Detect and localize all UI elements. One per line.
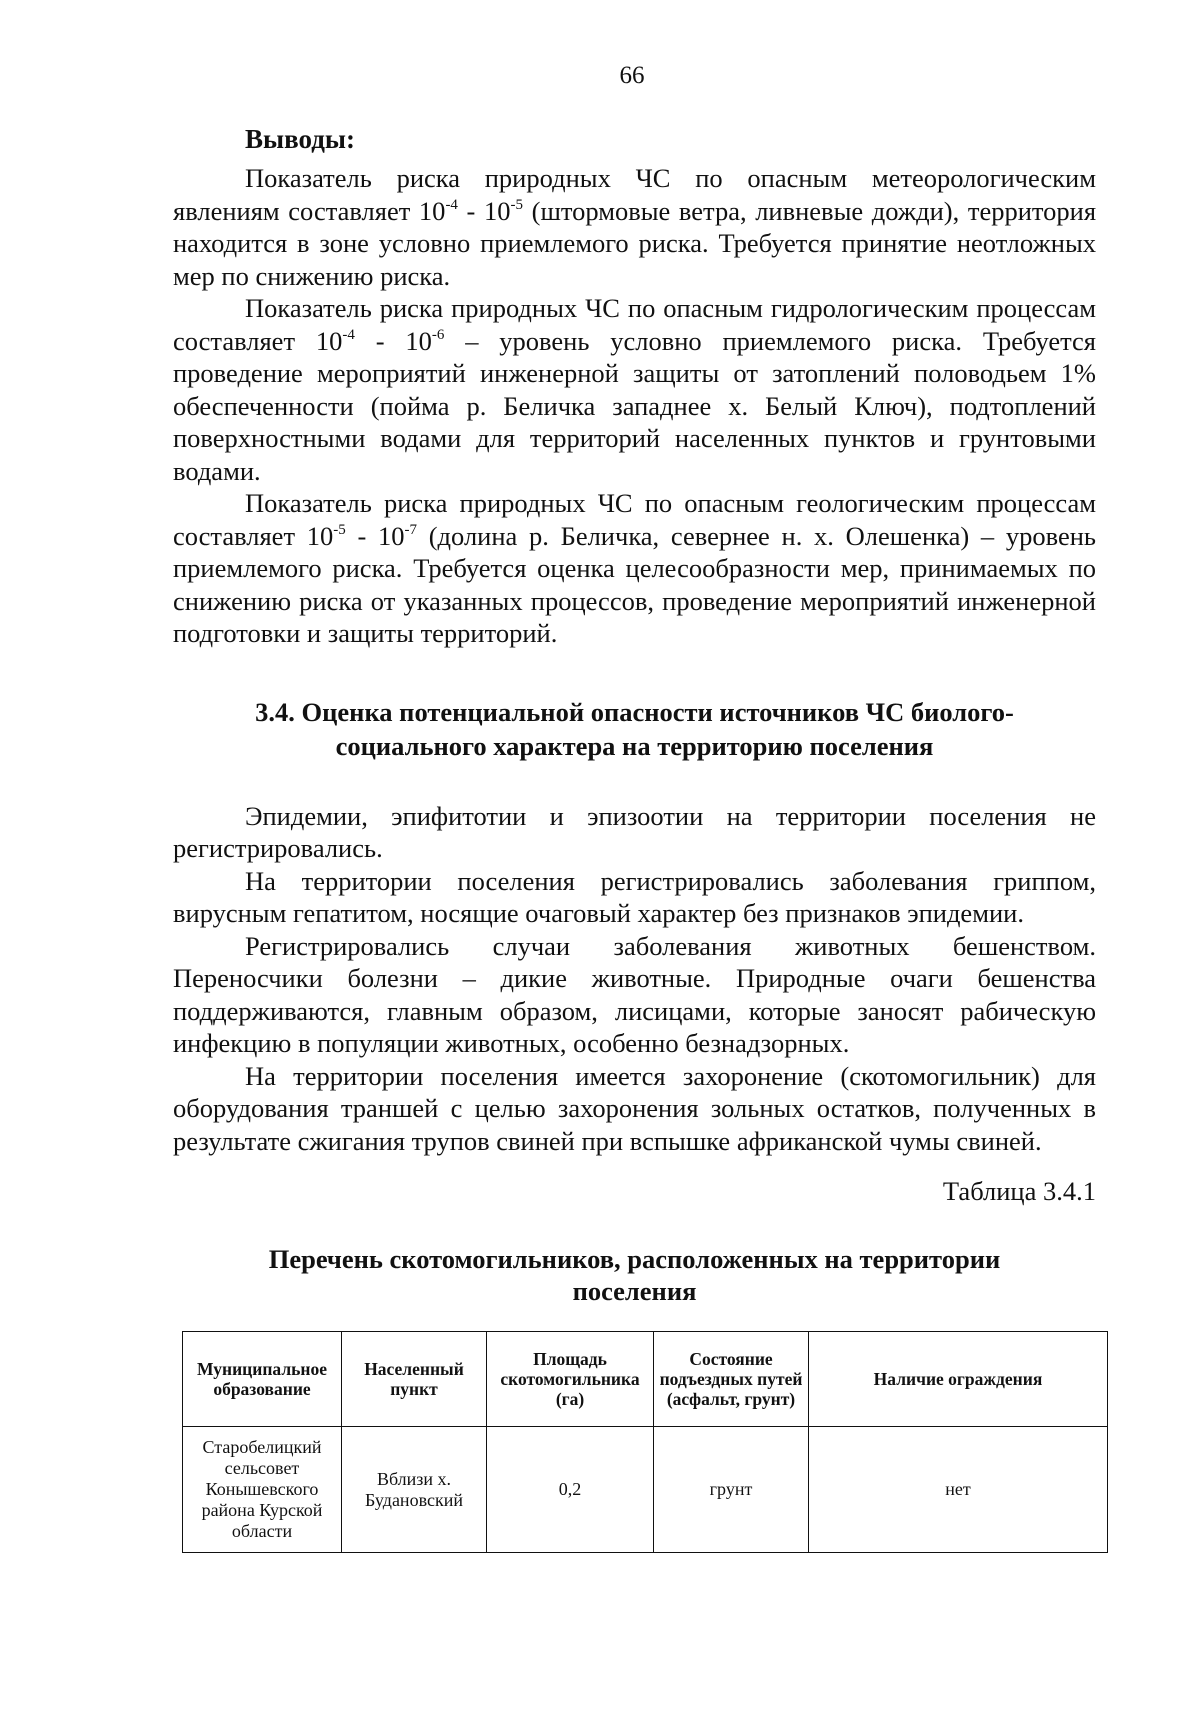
page-number: 66 [619, 62, 645, 89]
section-title [173, 695, 1096, 763]
header-municipality: Муниципальное образование [183, 1332, 342, 1427]
section-paragraph-1: Эпидемии, эпифитотии и эпизоотии на территории поселения не регистрировались. [173, 800, 1096, 863]
header-fencing: Наличие ограждения [809, 1332, 1108, 1427]
header-settlement: Населенный пункт [342, 1332, 487, 1427]
cell-settlement: Вблизи х. Будановский [342, 1427, 487, 1553]
header-road-condition: Состояние подъездных путей (асфальт, грунт) [654, 1332, 809, 1427]
section-paragraph-3: Регистрировались случаи заболевания животных бешенством. Переносчики болезни – дикие животные. Природные очаги бешенства поддерживаются, главным образом, лисицами, которые заносят рабическую инфекцию в популяции животных, особенно безнадзорных. [173, 930, 1096, 1058]
cell-road-condition: грунт [654, 1427, 809, 1553]
section-paragraph-2: На территории поселения регистрировались заболевания гриппом, вирусным гепатитом, носящие очаговый характер без признаков эпидемии. [173, 865, 1096, 928]
cattle-burial-table [182, 1331, 1108, 1553]
header-area: Площадь скотомогильника (га) [487, 1332, 654, 1427]
section-title-line-1: 3.4. Оценка потенциальной опасности источников ЧС биолого- [255, 696, 1014, 727]
cell-fencing: нет [809, 1427, 1108, 1553]
conclusion-paragraph-2: Показатель риска природных ЧС по опасным гидрологическим процессам составляет $10^{-4} - 10^{-6}$ – уровень условно приемлемого риска. Требуется проведение мероприятий инженерной защиты от затоплений половодьем 1% обеспеченности (пойма р. Беличка западнее х. Белый Ключ), подтоплений поверхностными водами для территорий населенных пунктов и грунтовыми водами. [173, 293, 1097, 486]
page-content [173, 118, 1096, 1553]
section-title-line-2: социального характера на территорию поселения [335, 730, 934, 761]
table-title-line-2: поселения [572, 1276, 697, 1306]
table-header-row [183, 1332, 1108, 1427]
conclusion-paragraph-3: Показатель риска природных ЧС по опасным геологическим процессам составляет $10^{-5} - 10^{-7}$ (долина р. Беличка, севернее н. х. Олешенка) – уровень приемлемого риска. Требуется оценка целесообразности мер, принимаемых по снижению риска от указанных процессов, проведение мероприятий инженерной подготовки и защиты территорий. [173, 488, 1097, 648]
table-title [173, 1243, 1096, 1307]
section-paragraph-4: На территории поселения имеется захоронение (скотомогильник) для оборудования траншей с целью захоронения зольных остатков, полученных в результате сжигания трупов свиней при вспышке африканской чумы свиней. [173, 1060, 1096, 1156]
table-title-line-1: Перечень скотомогильников, расположенных на территории [268, 1244, 1001, 1274]
table-label: Таблица 3.4.1 [942, 1176, 1096, 1206]
conclusions-heading: Выводы: [245, 124, 355, 154]
cell-municipality: Старобелицкий сельсовет Конышевского района Курской области [183, 1427, 342, 1553]
cell-area: 0,2 [487, 1427, 654, 1553]
table-row [183, 1427, 1108, 1553]
conclusion-paragraph-1: Показатель риска природных ЧС по опасным метеорологическим явлениям составляет $10^{-4} - 10^{-5}$ (штормовые ветра, ливневые дожди), территория находится в зоне условно приемлемого риска. Требуется принятие неотложных мер по снижению риска. [173, 163, 1097, 291]
